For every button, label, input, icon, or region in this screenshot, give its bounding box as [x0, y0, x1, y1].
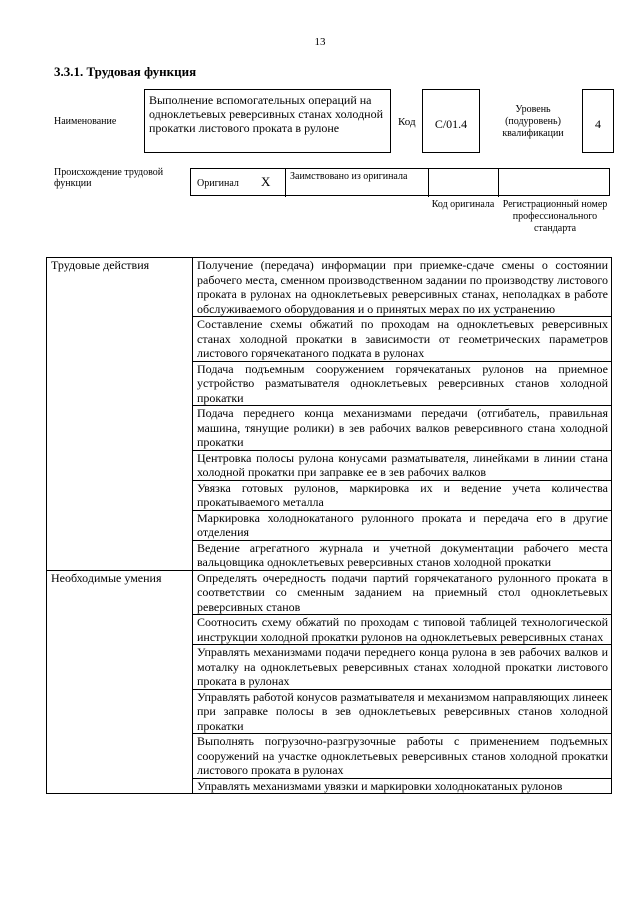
- section-item: Составление схемы обжатий по проходам на одноклетьевых реверсивных станах холодной прокатки в зависимости от геометрических параметров листового горячекатаного подката в рулонах: [193, 317, 612, 362]
- code-label: Код: [398, 116, 416, 128]
- page-number: 13: [314, 36, 326, 48]
- section-item: Маркировка холоднокатаного рулонного проката и передача его в другие отделения: [193, 510, 612, 540]
- function-details-table: [46, 257, 612, 794]
- section-item: Управлять работой конусов разматывателя и механизмом направляющих линеек при заправке полосы в зев одноклетьевых реверсивных станов холодной прокатки: [193, 689, 612, 734]
- section-item: Подача подъемным сооружением горячекатаных рулонов на приемное устройство разматывателя одноклетьевых реверсивных станов холодной прокатки: [193, 361, 612, 406]
- table-row: [47, 258, 612, 317]
- section-item: Определять очередность подачи партий горячекатаного рулонного проката в соответствии со сменным заданием на приемный стол одноклетьевых реверсивных станов: [193, 570, 612, 615]
- original-label: Оригинал: [197, 178, 239, 189]
- section-item: Соотносить схему обжатий по проходам с типовой таблицей технологической инструкции холодной прокатки рулонов на одноклетьевых реверсивных станах: [193, 615, 612, 645]
- function-name-box: Выполнение вспомогательных операций на одноклетьевых реверсивных станах холодной прокатки листового проката в рулоне: [144, 89, 391, 153]
- reg-number-cell: [499, 169, 611, 197]
- origin-row: [190, 168, 610, 196]
- qualification-level-box: 4: [582, 89, 614, 153]
- original-code-cell: [429, 169, 499, 197]
- name-label: Наименование: [54, 116, 117, 127]
- section-item: Выполнять погрузочно-разгрузочные работы с применением подъемных сооружений на участке одноклетьевых реверсивных станов холодной прокатки листового проката в рулонах: [193, 734, 612, 779]
- borrowed-label: Заимствовано из оригинала: [290, 171, 408, 182]
- section-item: Центровка полосы рулона конусами разматывателя, линейками в линии стана холодной прокатки при заправке ее в зев рабочих валков: [193, 450, 612, 480]
- section-heading: Необходимые умения: [47, 570, 193, 794]
- section-item: Управлять механизмами увязки и маркировки холоднокатаных рулонов: [193, 778, 612, 794]
- reg-number-label: Регистрационный номер профессионального стандарта: [502, 199, 608, 234]
- section-heading: Трудовые действия: [47, 258, 193, 571]
- section-item: Ведение агрегатного журнала и учетной документации рабочего места вальцовщика одноклетьевых реверсивных станов холодной прокатки: [193, 540, 612, 570]
- borrowed-cell: [286, 169, 429, 197]
- original-mark: X: [261, 174, 271, 189]
- level-label: Уровень (подуровень) квалификации: [502, 104, 564, 139]
- section-item: Управлять механизмами подачи переднего конца рулона в зев рабочих валков и моталку на одноклетьевых реверсивных станах холодной прокатки листового проката в рулонах: [193, 645, 612, 690]
- original-code-label: Код оригинала: [431, 199, 495, 210]
- origin-label: Происхождение трудовой функции: [54, 167, 164, 189]
- original-cell: [191, 169, 286, 197]
- section-title: 3.3.1. Трудовая функция: [54, 64, 197, 79]
- section-item: Получение (передача) информации при приемке-сдаче смены о состоянии рабочего места, сменном производственном задании по производству листового проката в рулонах на одноклетьевых реверсивных станах, неполадках в работе обслуживаемого оборудования и о принятых мерах по их устранению: [193, 258, 612, 317]
- table-row: [47, 570, 612, 615]
- section-item: Подача переднего конца механизмами передачи (отгибатель, правильная машина, тянущие ролики) в зев рабочих валков реверсивного стана холодной прокатки: [193, 406, 612, 451]
- function-code-box: С/01.4: [422, 89, 480, 153]
- section-item: Увязка готовых рулонов, маркировка их и ведение учета количества прокатываемого металла: [193, 480, 612, 510]
